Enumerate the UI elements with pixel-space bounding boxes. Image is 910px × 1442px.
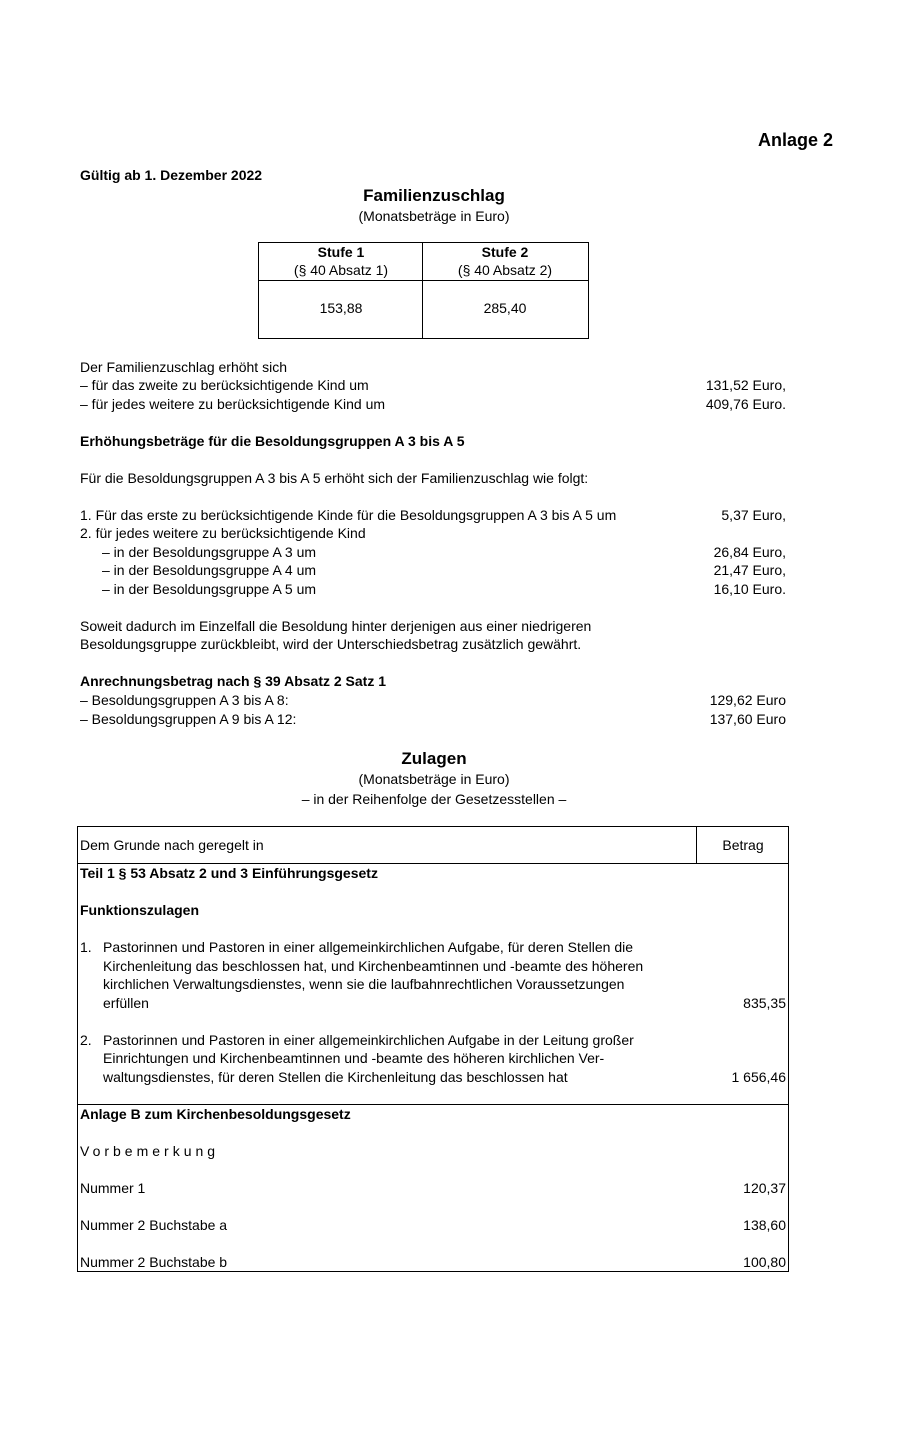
item-1-line-2: Kirchenleitung das beschlossen hat, und Kirchenbeamtinnen und -beamte des höheren [103, 958, 644, 974]
credit-a3-a8-text: – Besoldungsgruppen A 3 bis A 8: [80, 692, 289, 708]
increase-a4-text: – in der Besoldungsgruppe A 4 um [102, 562, 317, 578]
row-amount: 120,37 [743, 1180, 786, 1196]
item-1-line-3: kirchlichen Verwaltungsdienstes, wenn sie die laufbahnrechtlichen Voraussetzungen [103, 976, 625, 992]
preliminary-note-heading: Vorbemerkung [80, 1143, 220, 1159]
row-label: Nummer 2 Buchstabe b [80, 1254, 228, 1270]
valid-from-date: Gültig ab 1. Dezember 2022 [80, 167, 263, 183]
item-2-number: 2. [80, 1032, 92, 1048]
allowances-order-note: – in der Reihenfolge der Gesetzesstellen – [301, 791, 567, 807]
table-divider [259, 280, 588, 281]
increase-note-line-1: Soweit dadurch im Einzelfall die Besoldung hinter derjenigen aus einer niedrigeren [80, 618, 592, 634]
child-further-amount: 409,76 Euro. [705, 396, 786, 412]
item-1-line-4: erfüllen [103, 995, 149, 1011]
increase-a5-text: – in der Besoldungsgruppe A 5 um [102, 581, 317, 597]
stufe-1-value: 153,88 [319, 300, 363, 316]
item-2-amount: 1 656,46 [731, 1069, 786, 1085]
item-1-line-1: Pastorinnen und Pastoren in einer allgemeinkirchlichen Aufgabe, für deren Stellen die [103, 939, 634, 955]
row-amount: 138,60 [743, 1217, 786, 1233]
allowances-subtitle: (Monatsbeträge in Euro) [358, 771, 510, 787]
increase-item-2-text: 2. für jedes weitere zu berücksichtigende Kind [80, 525, 366, 541]
family-allowance-title: Familienzuschlag [363, 186, 505, 205]
item-2-line-2: Einrichtungen und Kirchenbeamtinnen und -beamte des höheren kirchlichen Ver- [103, 1050, 605, 1066]
table-divider [696, 827, 697, 864]
child-further-text: – für jedes weitere zu berücksichtigende Kind um [80, 396, 386, 412]
increase-a5-amount: 16,10 Euro. [713, 581, 786, 597]
item-2-line-3: waltungsdienstes, für deren Stellen die Kirchenleitung das beschlossen hat [103, 1069, 568, 1085]
row-label: Nummer 1 [80, 1180, 146, 1196]
increase-a3-text: – in der Besoldungsgruppe A 3 um [102, 544, 317, 560]
section-heading-anlage-b: Anlage B zum Kirchenbesoldungsgesetz [80, 1106, 351, 1122]
increase-a3-amount: 26,84 Euro, [713, 544, 786, 560]
increase-intro: Für die Besoldungsgruppen A 3 bis A 5 erhöht sich der Familienzuschlag wie folgt: [80, 470, 589, 486]
column-header-amount: Betrag [722, 837, 764, 853]
table-divider [78, 863, 788, 864]
increase-heading: Erhöhungsbeträge für die Besoldungsgruppen A 3 bis A 5 [80, 433, 465, 449]
item-1-number: 1. [80, 939, 92, 955]
stufe-2-value: 285,40 [483, 300, 527, 316]
section-heading-einfuehrungsgesetz: Teil 1 § 53 Absatz 2 und 3 Einführungsgesetz [80, 865, 378, 881]
credit-heading: Anrechnungsbetrag nach § 39 Absatz 2 Satz 1 [80, 673, 387, 689]
family-allowance-subtitle: (Monatsbeträge in Euro) [358, 208, 510, 224]
item-2-line-1: Pastorinnen und Pastoren in einer allgemeinkirchlichen Aufgabe in der Leitung großer [103, 1032, 634, 1048]
increase-item-1-amount: 5,37 Euro, [721, 507, 786, 523]
allowances-table [77, 826, 789, 1272]
increase-a4-amount: 21,47 Euro, [713, 562, 786, 578]
stufe-2-ref: (§ 40 Absatz 2) [457, 262, 553, 278]
stufe-1-title: Stufe 1 [317, 244, 365, 260]
stufe-1-ref: (§ 40 Absatz 1) [293, 262, 389, 278]
item-1-amount: 835,35 [743, 995, 786, 1011]
allowances-title: Zulagen [401, 749, 467, 768]
credit-a9-a12-text: – Besoldungsgruppen A 9 bis A 12: [80, 711, 297, 727]
table-divider [78, 1104, 788, 1105]
increase-item-1-text: 1. Für das erste zu berücksichtigende Kinde für die Besoldungsgruppen A 3 bis A 5 um [80, 507, 617, 523]
column-header-basis: Dem Grunde nach geregelt in [80, 837, 264, 853]
function-allowances-heading: Funktionszulagen [80, 902, 199, 918]
row-amount: 100,80 [743, 1254, 786, 1270]
credit-a9-a12-amount: 137,60 Euro [709, 711, 786, 727]
row-label: Nummer 2 Buchstabe a [80, 1217, 228, 1233]
stufe-2-title: Stufe 2 [481, 244, 529, 260]
stufe-table [258, 242, 589, 339]
child-2-amount: 131,52 Euro, [705, 377, 786, 393]
increase-note-line-2: Besoldungsgruppe zurückbleibt, wird der Unterschiedsbetrag zusätzlich gewährt. [80, 636, 582, 652]
credit-a3-a8-amount: 129,62 Euro [709, 692, 786, 708]
child-2-text: – für das zweite zu berücksichtigende Kind um [80, 377, 369, 393]
family-allowance-intro: Der Familienzuschlag erhöht sich [80, 359, 287, 375]
annex-label: Anlage 2 [757, 130, 833, 150]
